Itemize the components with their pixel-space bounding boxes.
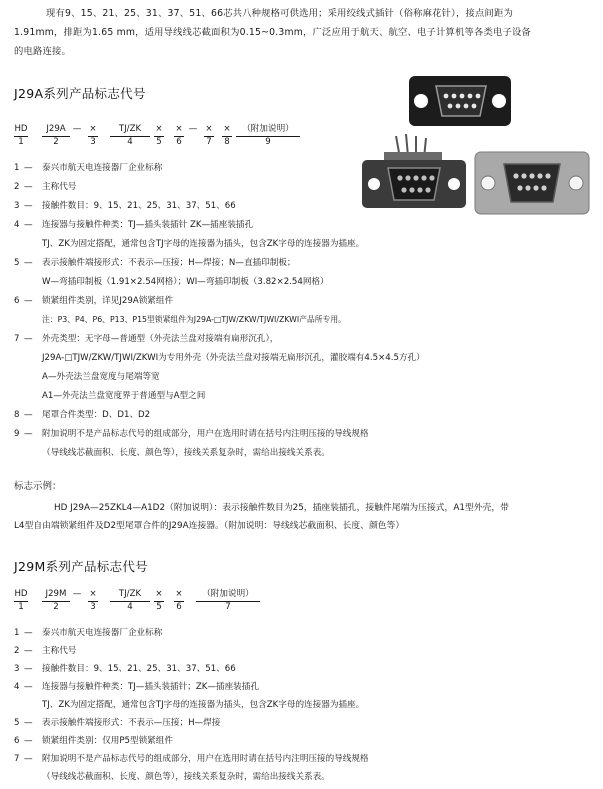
example-line-2: L4型自由端锁紧组件及D2型尾罩合件的J29A连接器。（附加说明：导线线芯截面积、长度、颜色等） [14, 521, 405, 531]
connector-photo-shell [474, 150, 590, 216]
code-part: HD [14, 589, 28, 599]
list-item: 表示接触件端接形式：不表示—压接；H—焊接 [42, 718, 221, 728]
list-item: 主称代号 [42, 646, 77, 656]
intro-line-1: 现有9、15、21、25、31、37、51、66芯共八种规格可供选用；采用绞线式插针（俗称麻花针），接点间距为 [46, 8, 513, 19]
list-item: 连接器与接触件种类：TJ—插头装插针；ZK—插座装插孔 [42, 682, 259, 692]
code-part: J29M [45, 589, 67, 599]
intro-paragraph [14, 4, 592, 61]
list-item: 尾罩合件类型：D、D1、D2 [42, 410, 151, 420]
code-index: 6 [176, 602, 182, 612]
code-index: 6 [176, 137, 182, 147]
list-item: 外壳类型：无字母—普通型（外壳法兰盘对接端有扁形沉孔）， [42, 334, 279, 344]
code-index: 2 [53, 602, 59, 612]
connector-photo-plug [408, 72, 512, 130]
code-part: TJ/ZK [118, 124, 142, 134]
code-index: 4 [127, 137, 133, 147]
list-item: 连接器与接触件种类：TJ—插头装插针 ZK—插座装插孔 [42, 220, 254, 230]
list-item-note: （导线线芯截面积、长度、颜色等），接线关系复杂时，需给出接线关系表。 [42, 448, 330, 458]
code-part: × [223, 124, 231, 134]
code-index: 7 [225, 602, 231, 612]
list-item-note: A1—外壳法兰盘宽度界于普通型与A型之间 [42, 391, 206, 401]
code-part: × [89, 589, 97, 599]
code-part: HD [14, 124, 28, 134]
j29m-section-title: J29M系列产品标志代号 [14, 559, 148, 574]
code-part: × [175, 589, 183, 599]
code-index: 5 [156, 137, 162, 147]
example-title: 标志示例： [14, 481, 62, 492]
code-index: 4 [127, 602, 133, 612]
list-item-note: 注：P3、P4、P6、P13、P15型锁紧组件为J29A-□TJW/ZKW/TJWI/ZKWI产品所专用。 [42, 315, 346, 324]
code-index: 7 [206, 137, 212, 147]
list-item-note: TJ、ZK为固定搭配，通常包含TJ字母的连接器为插头，包含ZK字母的连接器为插座。 [42, 239, 365, 249]
list-item-note: （导线线芯截面积、长度、颜色等），接线关系复杂时，需给出接线关系表。 [42, 772, 330, 782]
code-part: TJ/ZK [118, 589, 142, 599]
code-index: 3 [90, 137, 96, 147]
code-part: × [155, 589, 163, 599]
list-item: 附加说明不是产品标志代号的组成部分，用户在选用时请在括号内注明压接的导线规格 [42, 754, 369, 764]
example-body [14, 499, 592, 535]
list-item: 锁紧组件类别，详见J29A锁紧组件 [42, 296, 174, 306]
code-part: × [175, 124, 183, 134]
list-item-note: A—外壳法兰盘宽度与尾端等宽 [42, 372, 160, 382]
list-item: 泰兴市航天电连接器厂企业标称 [42, 163, 163, 173]
intro-line-2: 1.91mm，排距为1.65 mm，适用导线线芯截面积为0.15~0.3mm，广泛应用于航天、航空、电子计算机等各类电子设备 [14, 27, 531, 38]
list-item: 接触件数目：9、15、21、25、31、37、51、66 [42, 201, 236, 211]
list-item: 主称代号 [42, 182, 77, 192]
list-item-note: J29A-□TJW/ZKW/TJWI/ZKWI为专用外壳（外壳法兰盘对接端无扁形沉孔，灌胶端有4.5×4.5方孔） [42, 353, 425, 363]
list-item: 接触件数目：9、15、21、25、31、37、51、66 [42, 664, 236, 674]
code-index: 5 [156, 602, 162, 612]
connector-photo-pcb [360, 134, 468, 214]
j29a-section-title: J29A系列产品标志代号 [14, 86, 146, 101]
code-part: — [72, 589, 82, 599]
list-item-note: W—弯插印制板（1.91×2.54网格）；WI—弯插印制板（3.82×2.54网格） [42, 277, 329, 287]
list-item: 表示接触件端接形式：不表示—压接；H—焊接；N—直插印制板； [42, 258, 296, 268]
list-item-note: TJ、ZK为固定搭配，通常包含TJ字母的连接器为插头，包含ZK字母的连接器为插座。 [42, 700, 365, 710]
list-item: 锁紧组件类别：仅用P5型锁紧组件 [42, 736, 173, 746]
code-index: 1 [18, 137, 24, 147]
code-part: × [89, 124, 97, 134]
j29m-code-diagram [14, 590, 294, 616]
code-index: 9 [265, 137, 271, 147]
code-part: （附加说明） [242, 124, 294, 134]
code-index: 8 [224, 137, 230, 147]
intro-line-3: 的电路连接。 [14, 46, 71, 57]
code-index: 3 [90, 602, 96, 612]
code-part: J29A [46, 124, 66, 134]
code-index: 1 [18, 602, 24, 612]
code-part: — [72, 124, 82, 134]
list-item: 泰兴市航天电连接器厂企业标称 [42, 628, 163, 638]
list-item: 附加说明不是产品标志代号的组成部分，用户在选用时请在括号内注明压接的导线规格 [42, 429, 369, 439]
code-part: （附加说明） [202, 589, 254, 599]
example-line-1: HD J29A—25ZKL4—A1D2（附加说明）：表示接触件数目为25，插座装插孔，接触件尾端为压接式，A1型外壳，带 [54, 503, 509, 513]
code-part: — [188, 124, 198, 134]
code-part: × [205, 124, 213, 134]
j29a-code-diagram [14, 125, 314, 151]
code-part: × [155, 124, 163, 134]
code-index: 2 [53, 137, 59, 147]
